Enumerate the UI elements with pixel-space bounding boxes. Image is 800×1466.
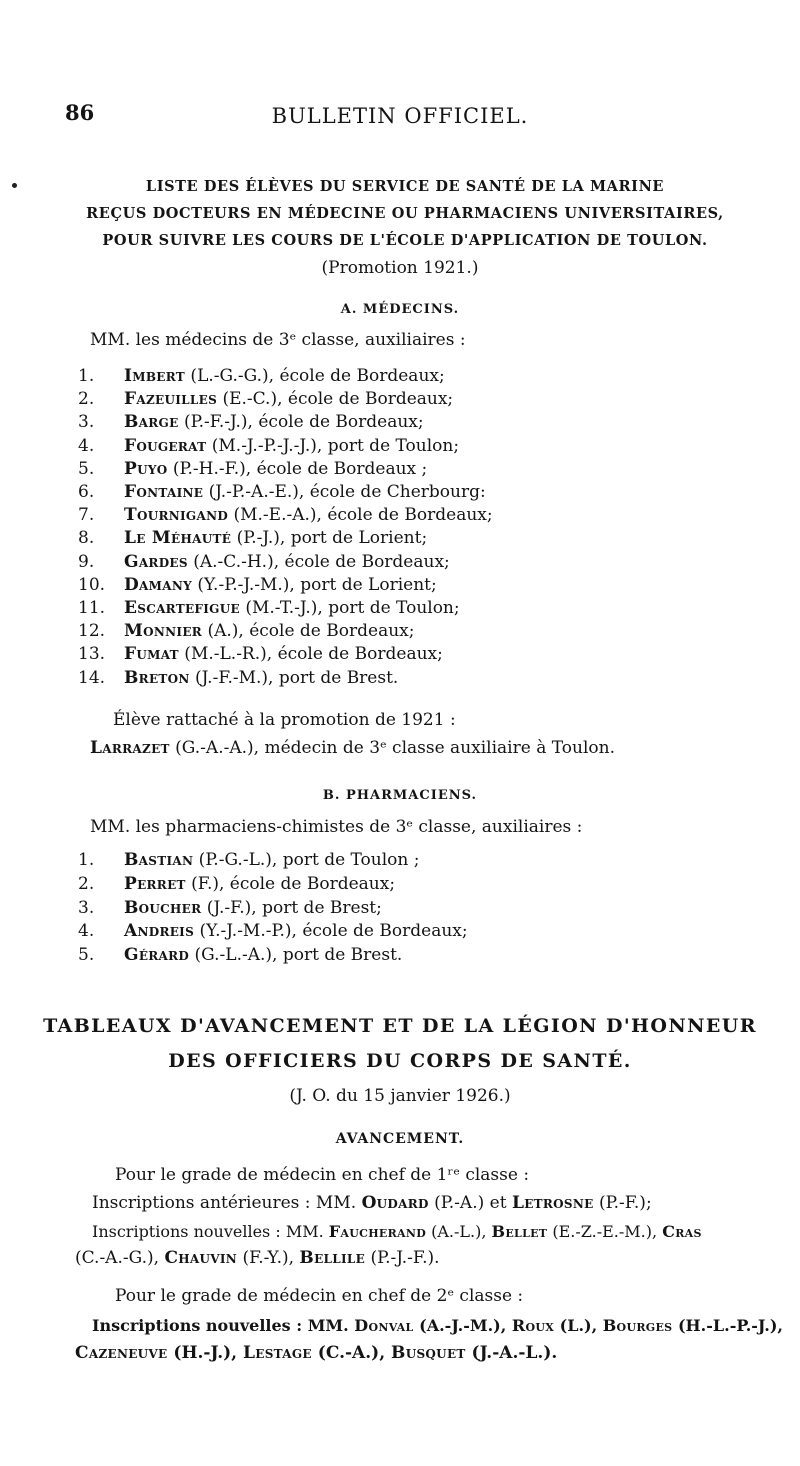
list-title-line-3: POUR SUIVRE LES COURS DE L'ÉCOLE D'APPLICATION DE TOULON. <box>102 232 708 249</box>
list-item <box>78 850 420 870</box>
item-number: 3. <box>78 897 95 918</box>
item-number: 10. <box>78 574 106 595</box>
tableaux-title-line-2: DES OFFICIERS DU CORPS DE SANTÉ. <box>168 1050 632 1072</box>
person-name: Andreis <box>124 921 195 942</box>
person-name: Puyo <box>124 458 168 479</box>
person-details: (M.-J.-P.-J.-J.), port de Toulon; <box>206 435 460 456</box>
officer-name: Letrosne <box>511 1193 594 1213</box>
list-item <box>78 459 427 479</box>
grade-2-inscriptions-2 <box>75 1343 557 1363</box>
list-item <box>78 598 460 618</box>
margin-dot <box>12 183 17 188</box>
list-item <box>78 668 398 688</box>
person-details: (M.-T.-J.), port de Toulon; <box>239 598 460 618</box>
section-a-heading: A. MÉDECINS. <box>340 302 460 317</box>
person-name: Fumat <box>124 644 179 665</box>
item-number: 14. <box>78 667 106 688</box>
item-number: 4. <box>78 921 95 942</box>
officer-name: Lestage <box>243 1343 312 1363</box>
person-details: (M.-L.-R.), école de Bordeaux; <box>178 644 443 665</box>
list-item <box>78 366 445 386</box>
officer-details: (H.-L.-P.-J.), <box>672 1316 783 1335</box>
officer-details: (E.-Z.-E.-M.), <box>547 1222 663 1241</box>
list-title-line-2: REÇUS DOCTEURS EN MÉDECINE OU PHARMACIENS UNIVERSITAIRES, <box>86 205 724 222</box>
item-number: 6. <box>78 482 95 502</box>
list-item <box>78 874 395 894</box>
list-item <box>78 945 402 965</box>
g2-label: Inscriptions nouvelles : MM. <box>92 1316 355 1335</box>
officer-details: (F.-Y.), <box>237 1248 300 1268</box>
list-item <box>78 898 382 918</box>
person-details: (M.-E.-A.), école de Bordeaux; <box>228 505 493 526</box>
officer-name: Bellile <box>299 1248 366 1268</box>
officer-name: Donval <box>354 1316 414 1335</box>
page-header-title: BULLETIN OFFICIEL. <box>271 104 529 128</box>
person-name: Boucher <box>124 897 202 918</box>
officer-name: Oudard <box>361 1193 429 1213</box>
list-title-line-1: LISTE DES ÉLÈVES DU SERVICE DE SANTÉ DE LA MARINE <box>145 178 665 195</box>
grade-2-line: Pour le grade de médecin en chef de 2ᵉ classe : <box>115 1286 524 1306</box>
person-name: Imbert <box>124 366 186 386</box>
pharmaciens-intro: MM. les pharmaciens-chimistes de 3ᵉ classe, auxiliaires : <box>90 817 583 837</box>
tableaux-title-line-1: TABLEAUX D'AVANCEMENT ET DE LA LÉGION D'HONNEUR <box>43 1015 757 1037</box>
person-details: (F.), école de Bordeaux; <box>185 873 396 894</box>
person-name: Bastian <box>124 850 194 870</box>
tableaux-source: (J. O. du 15 janvier 1926.) <box>289 1086 511 1106</box>
officer-details: (P.-F.); <box>593 1193 652 1213</box>
person-details: (A.-C.-H.), école de Bordeaux; <box>187 551 450 572</box>
item-number: 8. <box>78 528 95 549</box>
item-number: 4. <box>78 435 95 456</box>
list-item <box>78 528 427 548</box>
person-details: (A.), école de Bordeaux; <box>202 621 415 642</box>
grade-2-inscriptions-1 <box>92 1316 783 1335</box>
officer-details: (J.-A.-L.). <box>465 1343 558 1363</box>
person-details: (J.-F.-M.), port de Brest. <box>189 667 399 688</box>
person-name: Breton <box>124 667 190 688</box>
item-number: 2. <box>78 873 95 894</box>
officer-name: Cazeneuve <box>75 1343 168 1363</box>
person-name: Le Méhauté <box>124 528 232 549</box>
list-item <box>78 921 468 941</box>
person-details: (J.-F.), port de Brest; <box>201 897 382 918</box>
grade-1-line: Pour le grade de médecin en chef de 1ʳᵉ classe : <box>115 1165 530 1185</box>
section-b-heading: B. PHARMACIENS. <box>322 788 478 803</box>
officer-details: (H.-J.), <box>167 1343 244 1363</box>
officer-details: (P.-J.-F.). <box>365 1248 440 1268</box>
medecins-intro: MM. les médecins de 3ᵉ classe, auxiliaires : <box>90 330 466 350</box>
nouvelles-label: Inscriptions nouvelles : MM. <box>92 1222 329 1241</box>
item-number: 12. <box>78 621 106 642</box>
list-item <box>78 389 453 409</box>
person-name: Gardes <box>124 551 188 572</box>
officer-name: Bourges <box>602 1316 673 1335</box>
person-name: Fontaine <box>124 482 204 502</box>
person-name: Gérard <box>124 945 190 966</box>
person-name: Barge <box>124 412 179 433</box>
officer-name: Chauvin <box>164 1248 238 1268</box>
person-details: (P.-G.-L.), port de Toulon ; <box>193 850 420 870</box>
item-number: 13. <box>78 644 106 665</box>
item-number: 9. <box>78 551 95 572</box>
list-item <box>78 505 493 525</box>
list-item <box>78 644 443 664</box>
inscriptions-nouvelles-2 <box>75 1248 440 1268</box>
list-item <box>78 436 459 456</box>
attached-name: Larrazet <box>90 738 170 758</box>
person-details: (E.-C.), école de Bordeaux; <box>217 389 454 410</box>
inscriptions-nouvelles-1 <box>92 1222 702 1241</box>
attached-intro: Élève rattaché à la promotion de 1921 : <box>113 710 456 730</box>
person-details: (G.-L.-A.), port de Brest. <box>189 945 403 966</box>
officer-details: (C.-A.), <box>311 1343 392 1363</box>
person-details: (P.-H.-F.), école de Bordeaux ; <box>167 458 428 479</box>
person-details: (Y.-P.-J.-M.), port de Lorient; <box>191 574 437 595</box>
person-name: Monnier <box>124 621 203 642</box>
officer-details: (L.), <box>554 1316 603 1335</box>
person-name: Damany <box>124 574 192 595</box>
person-details: (Y.-J.-M.-P.), école de Bordeaux; <box>194 921 468 942</box>
person-details: (J.-P.-A.-E.), école de Cherbourg: <box>203 482 486 502</box>
officer-name: Roux <box>511 1316 555 1335</box>
item-number: 11. <box>78 598 106 618</box>
officer-name: Busquet <box>391 1343 466 1363</box>
list-item <box>78 482 486 502</box>
item-number: 3. <box>78 412 95 433</box>
person-name: Fazeuilles <box>124 389 218 410</box>
officer-details: (A.-J.-M.), <box>413 1316 512 1335</box>
officer-name: Cras <box>662 1222 702 1241</box>
avancement-heading: AVANCEMENT. <box>335 1131 465 1147</box>
promotion-line: (Promotion 1921.) <box>321 258 479 278</box>
person-name: Fougerat <box>124 435 207 456</box>
person-name: Perret <box>124 873 186 894</box>
item-number: 1. <box>78 366 95 386</box>
list-item <box>78 412 424 432</box>
item-number: 5. <box>78 458 95 479</box>
attached-details: (G.-A.-A.), médecin de 3ᵉ classe auxiliaire à Toulon. <box>169 738 615 758</box>
officer-details: (P.-A.) et <box>428 1193 512 1213</box>
item-number: 5. <box>78 945 95 966</box>
list-item <box>78 621 414 641</box>
person-name: Tournigand <box>124 505 229 526</box>
person-details: (L.-G.-G.), école de Bordeaux; <box>185 366 445 386</box>
officer-details: (C.-A.-G.), <box>75 1248 165 1268</box>
item-number: 2. <box>78 389 95 410</box>
list-item <box>78 552 450 572</box>
page-number: 86 <box>65 100 95 125</box>
officer-name: Faucherand <box>328 1222 427 1241</box>
anterieures-label: Inscriptions antérieures : MM. <box>92 1193 362 1213</box>
attached-student <box>90 738 615 758</box>
item-number: 7. <box>78 505 95 526</box>
inscriptions-anterieures <box>92 1193 652 1213</box>
officer-details: (A.-L.), <box>426 1222 492 1241</box>
item-number: 1. <box>78 850 95 870</box>
officer-name: Bellet <box>491 1222 548 1241</box>
list-item <box>78 575 437 595</box>
person-details: (P.-F.-J.), école de Bordeaux; <box>178 412 424 433</box>
person-name: Escartefigue <box>124 598 240 618</box>
person-details: (P.-J.), port de Lorient; <box>231 528 428 549</box>
